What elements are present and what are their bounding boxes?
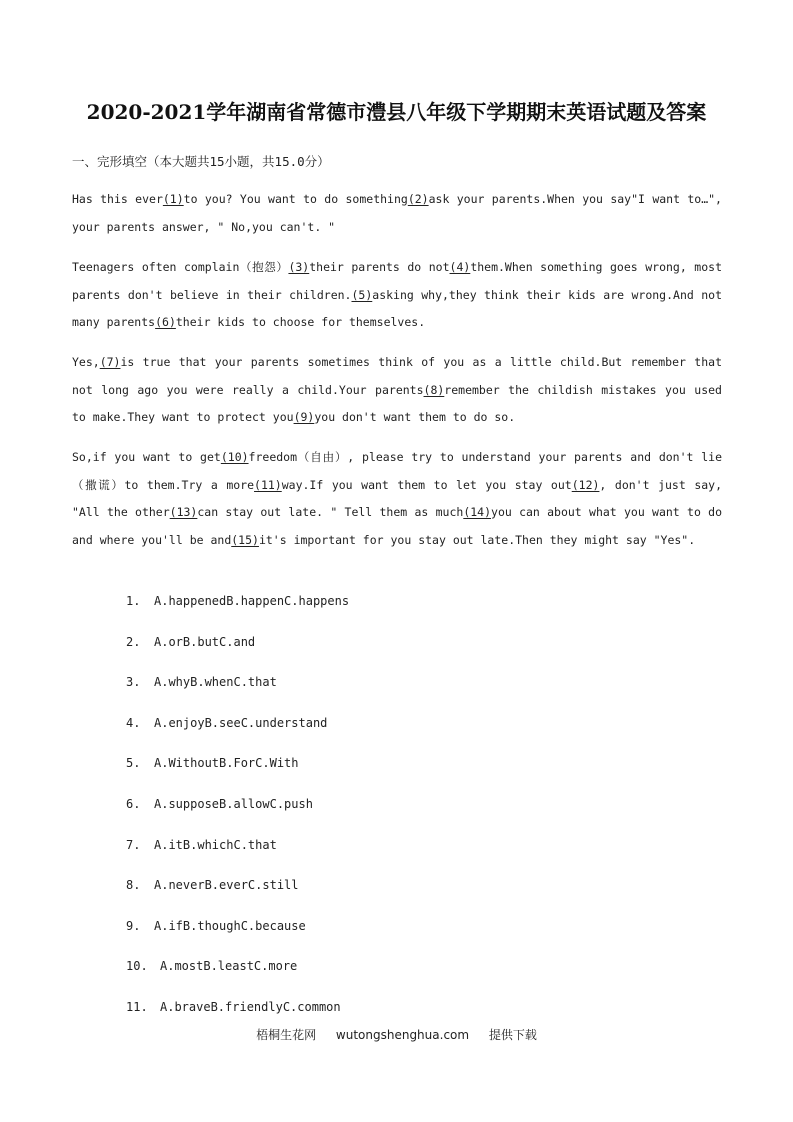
footer-site-name: 梧桐生花网	[256, 1028, 317, 1042]
blank-2[interactable]: (2)	[407, 192, 429, 206]
option-number: 2.	[126, 634, 141, 649]
passage-paragraph-4	[72, 444, 722, 554]
section-heading: 一、完形填空（本大题共15小题，共15.0分）	[72, 154, 330, 169]
option-number: 7.	[126, 837, 141, 852]
blank-11[interactable]: (11)	[254, 477, 282, 492]
passage-text: way.If you want them to let you stay out	[281, 477, 572, 492]
option-choices: A.orB.butC.and	[154, 634, 256, 649]
option-choices: A.whyB.whenC.that	[154, 675, 277, 690]
option-item	[126, 797, 349, 838]
option-choices: A.itB.whichC.that	[154, 837, 277, 852]
footer-note: 提供下载	[488, 1028, 537, 1042]
passage-text: , don't just say, "All the other	[72, 477, 723, 519]
page-title: 2020-2021学年湖南省常德市澧县八年级下学期期末英语试题及答案	[86, 100, 707, 124]
option-number: 1.	[126, 594, 141, 608]
passage-paragraph-3	[72, 349, 722, 432]
option-number: 6.	[126, 796, 141, 811]
passage-text: them.When something goes wrong, most parents don't believe in their children.	[72, 260, 722, 302]
options-list	[126, 594, 349, 1041]
passage-text: you can about what you want to do and where you'll be and	[72, 505, 722, 547]
passage-paragraph-2	[72, 254, 722, 337]
option-choices: A.neverB.everC.still	[154, 878, 299, 893]
option-choices: A.ifB.thoughC.because	[154, 918, 306, 933]
option-item	[126, 756, 349, 797]
option-number: 3.	[126, 675, 141, 690]
footer-site-url[interactable]: wutongshenghua.com	[335, 1028, 470, 1042]
option-number: 5.	[126, 756, 141, 771]
blank-7[interactable]: (7)	[99, 355, 121, 369]
passage-text: freedom（自由）, please try to understand your parents and don't lie（撒谎）to them.Try a more	[72, 450, 722, 492]
blank-12[interactable]: (12)	[571, 477, 600, 492]
passage-text: can stay out late. " Tell them as much	[197, 505, 464, 519]
option-number: 4.	[126, 715, 141, 730]
option-item	[126, 675, 349, 716]
blank-14[interactable]: (14)	[463, 505, 492, 519]
blank-4[interactable]: (4)	[449, 260, 471, 274]
option-choices: A.braveB.friendlyC.common	[160, 999, 341, 1014]
passage-text: their kids to choose for themselves.	[175, 315, 426, 329]
passage-text: it's important for you stay out late.Then they might say "Yes".	[258, 532, 696, 547]
option-item	[126, 635, 349, 676]
passage-text: to you? You want to do something	[183, 192, 408, 206]
option-item	[126, 878, 349, 919]
option-choices: A.WithoutB.ForC.With	[154, 756, 299, 771]
passage-text: asking why,they think their kids are wrong.And not many parents	[72, 287, 722, 329]
option-choices: A.enjoyB.seeC.understand	[154, 715, 328, 730]
blank-15[interactable]: (15)	[231, 532, 259, 547]
passage-text: remember the childish mistakes you used to make.They want to protect you	[72, 382, 722, 424]
blank-5[interactable]: (5)	[351, 287, 373, 302]
passage-text: is true that your parents sometimes think of you as a little child.But remember that not long ago you were really a child.Your parents	[72, 355, 722, 397]
option-item	[126, 919, 349, 960]
passage-text: their parents do not	[309, 260, 450, 274]
option-item	[126, 838, 349, 879]
option-choices: A.mostB.leastC.more	[160, 959, 298, 974]
blank-3[interactable]: (3)	[288, 260, 310, 274]
blank-1[interactable]: (1)	[162, 192, 184, 206]
option-choices: A.happenedB.happenC.happens	[154, 594, 350, 608]
option-number: 11.	[126, 999, 148, 1014]
blank-6[interactable]: (6)	[155, 315, 176, 329]
passage-text: Teenagers often complain（抱怨）	[72, 260, 289, 274]
passage-paragraph-1	[72, 186, 722, 241]
passage-text: ask your parents.When you say"I want to…", your parents answer, " No,you can't. "	[72, 192, 722, 234]
passage-text: you don't want them to do so.	[314, 410, 516, 424]
passage-text: Has this ever	[72, 192, 163, 206]
option-item	[126, 594, 349, 635]
page-footer	[0, 1026, 793, 1043]
option-item	[126, 959, 349, 1000]
blank-9[interactable]: (9)	[293, 410, 315, 424]
option-number: 9.	[126, 918, 141, 933]
blank-10[interactable]: (10)	[220, 450, 249, 464]
option-choices: A.supposeB.allowC.push	[154, 796, 313, 811]
blank-8[interactable]: (8)	[423, 382, 445, 397]
blank-13[interactable]: (13)	[169, 505, 198, 519]
passage-text: So,if you want to get	[72, 450, 221, 464]
passage-text: Yes,	[72, 355, 100, 369]
option-item	[126, 716, 349, 757]
option-number: 8.	[126, 878, 141, 893]
option-number: 10.	[126, 959, 148, 974]
